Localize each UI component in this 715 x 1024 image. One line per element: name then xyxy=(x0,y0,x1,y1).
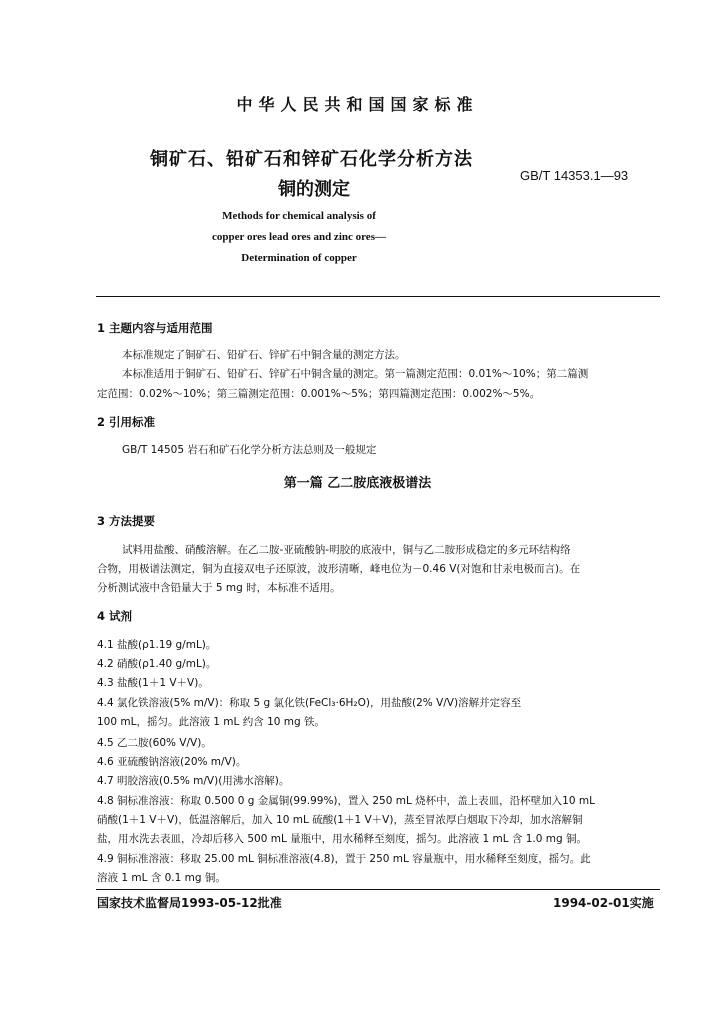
reagent-item: 4.1 盐酸(ρ1.19 g/mL)。 xyxy=(97,639,217,651)
header-divider xyxy=(96,296,660,297)
reference-line: GB/T 14505 岩石和矿石化学分析方法总则及一般规定 xyxy=(122,444,377,456)
reagent-item: 100 mL，摇匀。此溶液 1 mL 约含 10 mg 铁。 xyxy=(97,716,325,728)
reagent-item: 4.3 盐酸(1＋1 V＋V)。 xyxy=(97,677,209,689)
paragraph-line: 本标准规定了铜矿石、铅矿石、锌矿石中铜含量的测定方法。 xyxy=(122,349,406,361)
paragraph-line: 分析测试液中含铅量大于 5 mg 时，本标准不适用。 xyxy=(97,582,341,594)
english-title-line: Determination of copper xyxy=(241,252,357,264)
reagent-item: 盐，用水洗去表皿，冷却后移入 500 mL 量瓶中，用水稀释至刻度，摇匀。此溶液 1 mL 含 1.0 mg 铜。 xyxy=(97,833,588,845)
footer-divider xyxy=(96,889,660,890)
reagent-item: 硝酸(1＋1 V＋V)，低温溶解后，加入 10 mL 硫酸(1＋1 V＋V)，蒸至冒浓厚白烟取下冷却，加水溶解铜 xyxy=(97,814,583,826)
implementation-date: 1994-02-01实施 xyxy=(553,896,654,910)
reagent-item: 4.2 硝酸(ρ1.40 g/mL)。 xyxy=(97,658,217,670)
paragraph-line: 本标准适用于铜矿石、铅矿石、锌矿石中铜含量的测定。第一篇测定范围：0.01%～10%；第二篇测 xyxy=(122,368,589,380)
document-subtitle: 铜的测定 xyxy=(278,179,350,200)
english-title-line: Methods for chemical analysis of xyxy=(222,210,376,222)
reagent-item: 4.9 铜标准溶液：移取 25.00 mL 铜标准溶液(4.8)，置于 250 mL 容量瓶中，用水稀释至刻度，摇匀。此 xyxy=(97,853,591,865)
english-title-line: copper ores lead ores and zinc ores— xyxy=(212,231,386,243)
reagent-item: 4.6 亚硫酸钠溶液(20% m/V)。 xyxy=(97,756,247,768)
paragraph-line: 定范围：0.02%～10%；第三篇测定范围：0.001%～5%；第四篇测定范围：0.002%～5%。 xyxy=(97,388,541,400)
part-title: 第一篇 乙二胺底液极谱法 xyxy=(283,476,432,491)
approval-date: 国家技术监督局1993-05-12批准 xyxy=(97,896,282,910)
reagent-item: 4.8 铜标准溶液：称取 0.500 0 g 金属铜(99.99%)，置入 250 mL 烧杯中，盖上表皿，沿杯壁加入10 mL xyxy=(97,795,595,807)
document-title: 铜矿石、铅矿石和锌矿石化学分析方法 xyxy=(150,149,473,170)
reagent-item: 溶液 1 mL 含 0.1 mg 铜。 xyxy=(97,872,226,884)
reagent-item: 4.4 氯化铁溶液(5% m/V)：称取 5 g 氯化铁(FeCl₃·6H₂O)，用盐酸(2% V/V)溶解并定容至 xyxy=(97,697,522,709)
section-heading: 2 引用标准 xyxy=(97,415,156,429)
paragraph-line: 试料用盐酸、硝酸溶解。在乙二胺-亚硫酸钠-明胶的底液中，铜与乙二胺形成稳定的多元环结构络 xyxy=(122,544,571,556)
section-heading: 1 主题内容与适用范围 xyxy=(97,321,213,335)
section-heading: 4 试剂 xyxy=(97,609,133,623)
national-standard-header: 中华人民共和国国家标准 xyxy=(236,95,479,114)
standard-number: GB/T 14353.1—93 xyxy=(520,168,629,183)
section-heading: 3 方法提要 xyxy=(97,514,156,528)
paragraph-line: 合物，用极谱法测定，铜为直接双电子还原波，波形清晰，峰电位为－0.46 V(对饱和甘汞电极而言)。在 xyxy=(97,563,581,575)
reagent-item: 4.5 乙二胺(60% V/V)。 xyxy=(97,737,212,749)
reagent-item: 4.7 明胶溶液(0.5% m/V)(用沸水溶解)。 xyxy=(97,775,290,787)
